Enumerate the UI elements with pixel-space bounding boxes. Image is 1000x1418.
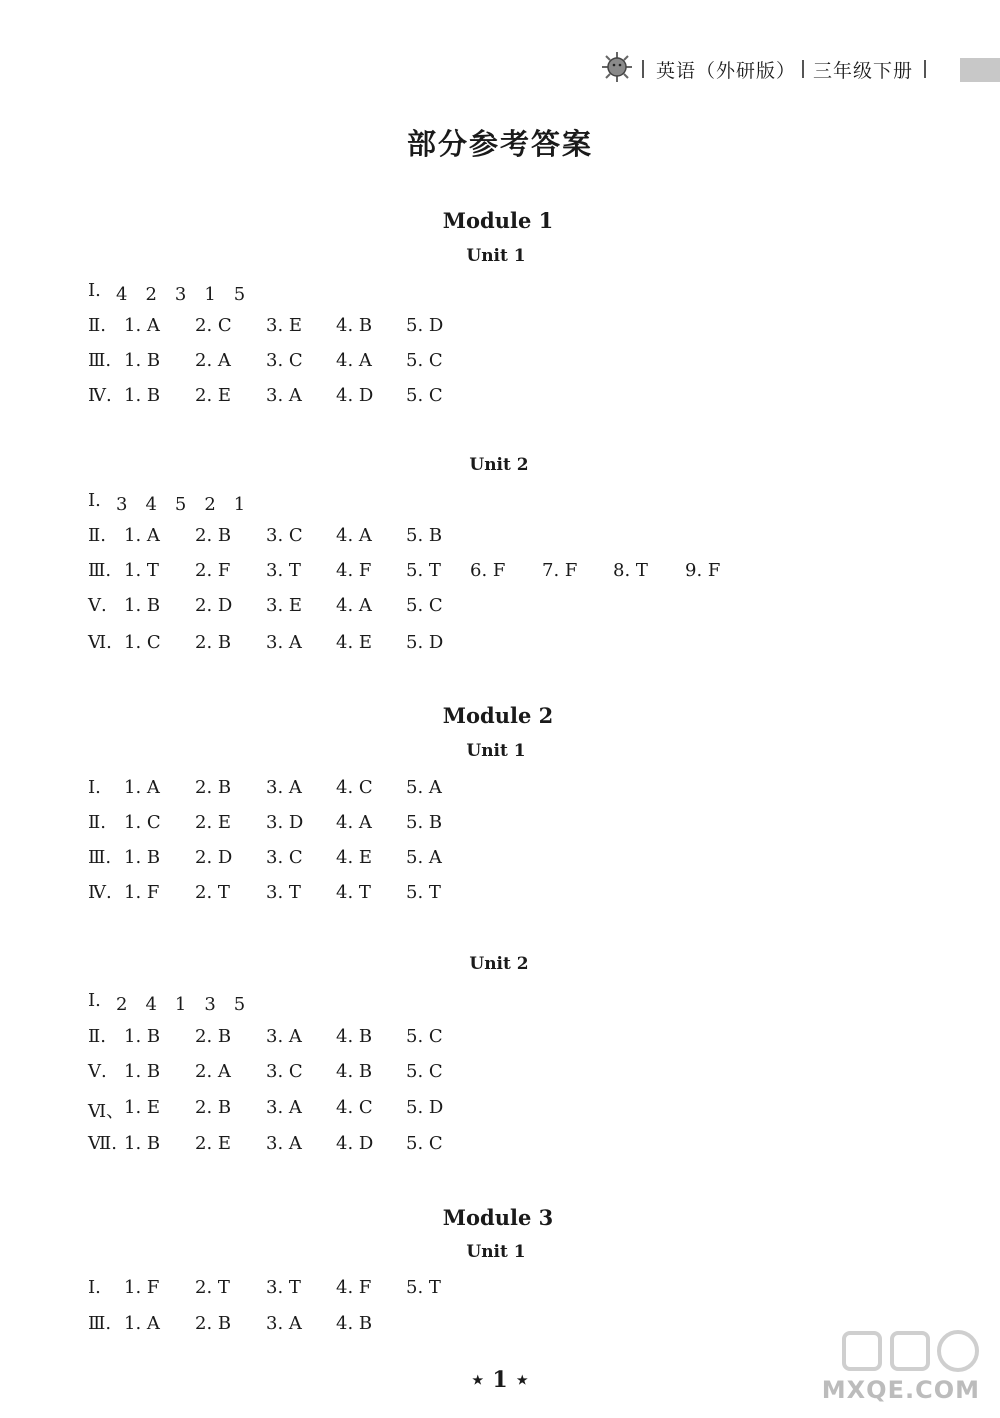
answer-item: 6. F [470,560,506,581]
answer-item: 2. B [195,1313,232,1334]
question-number: Ⅰ. [88,990,101,1011]
question-number: Ⅱ. [88,315,106,336]
answer-item: 1. B [124,350,161,371]
answer-item: 1. C [124,632,161,653]
answer-item: 1. A [124,315,160,336]
answer-item: 3. A [266,1313,302,1334]
running-header [598,50,1000,86]
answer-item: 1. A [124,525,160,546]
answer-item: 2. T [195,882,230,903]
answer-item: 5. C [406,1133,443,1154]
answer-item: 4. E [336,632,373,653]
question-number: Ⅰ. [88,777,101,798]
answer-item: 3. C [266,847,303,868]
question-number: Ⅴ. [88,595,107,616]
watermark [821,1325,986,1410]
answer-item: 2. B [195,1097,232,1118]
order-sequence: 4 2 3 1 5 [116,284,246,305]
module-1-unit-2-title: Unit 2 [469,455,529,475]
answer-item: 5. C [406,1026,443,1047]
module-1-unit-1-title: Unit 1 [466,246,526,266]
answer-item: 1. B [124,385,161,406]
page-title: 部分参考答案 [406,127,593,161]
answer-item: 5. T [406,1277,441,1298]
answer-item: 1. B [124,595,161,616]
header-divider [642,60,644,78]
answer-item: 5. C [406,385,443,406]
answer-item: 2. A [195,1061,231,1082]
answer-item: 4. C [336,1097,373,1118]
answer-item: 4. F [336,560,372,581]
answer-item: 3. A [266,1026,302,1047]
answer-item: 5. A [406,847,442,868]
answer-item: 9. F [685,560,721,581]
answer-item: 4. D [336,385,374,406]
answer-item: 5. B [406,812,443,833]
answer-item: 5. A [406,777,442,798]
question-number: Ⅰ. [88,1277,101,1298]
order-sequence: 3 4 5 2 1 [116,494,246,515]
page-edge-tab [960,58,1000,82]
order-sequence: 2 4 1 3 5 [116,994,246,1015]
answer-item: 3. D [266,812,304,833]
answer-item: 2. D [195,595,233,616]
answer-item: 1. C [124,812,161,833]
question-number: Ⅵ. [88,632,112,653]
answer-item: 3. A [266,777,302,798]
answer-item: 3. C [266,350,303,371]
book-title: 英语（外研版） [656,60,797,82]
answer-item: 2. F [195,560,231,581]
answer-item: 2. B [195,777,232,798]
answer-item: 4. A [336,525,372,546]
answer-item: 3. E [266,595,303,616]
answer-item: 3. T [266,560,301,581]
answer-item: 2. E [195,1133,232,1154]
grade-label: 三年级下册 [813,60,914,82]
answer-item: 3. T [266,1277,301,1298]
module-1-title: Module 1 [442,208,554,233]
answer-item: 4. A [336,350,372,371]
question-number: Ⅵ、 [88,1101,125,1122]
sun-logo-icon [602,52,632,82]
question-number: Ⅱ. [88,812,106,833]
answer-item: 4. B [336,1313,373,1334]
answer-item: 3. C [266,525,303,546]
answer-item: 1. F [124,882,160,903]
header-divider [802,60,804,78]
answer-item: 3. E [266,315,303,336]
answer-item: 3. A [266,1097,302,1118]
answer-item: 8. T [613,560,648,581]
answer-item: 2. E [195,385,232,406]
answer-item: 7. F [542,560,578,581]
question-number: Ⅶ. [88,1133,117,1154]
question-number: Ⅳ. [88,385,112,406]
answer-item: 5. D [406,632,444,653]
question-number: Ⅱ. [88,1026,106,1047]
question-number: Ⅲ. [88,560,112,581]
answer-item: 4. C [336,777,373,798]
answer-item: 1. F [124,1277,160,1298]
answer-item: 1. B [124,847,161,868]
answer-item: 5. C [406,595,443,616]
answer-item: 1. E [124,1097,161,1118]
answer-item: 4. A [336,595,372,616]
watermark-text: MXQE.COM [821,1376,980,1404]
question-number: Ⅰ. [88,490,101,511]
answer-item: 3. A [266,632,302,653]
answer-item: 5. D [406,1097,444,1118]
question-number: Ⅴ. [88,1061,107,1082]
answer-item: 4. E [336,847,373,868]
answer-item: 4. A [336,812,372,833]
answer-item: 3. C [266,1061,303,1082]
answer-item: 1. B [124,1061,161,1082]
question-number: Ⅰ. [88,280,101,301]
star-icon: ⋆ [470,1367,485,1393]
answer-item: 4. F [336,1277,372,1298]
question-number: Ⅲ. [88,350,112,371]
answer-item: 5. T [406,882,441,903]
module-2-title: Module 2 [442,703,554,728]
module-3-unit-1-title: Unit 1 [466,1242,526,1262]
answer-item: 5. D [406,315,444,336]
answer-item: 2. B [195,525,232,546]
answer-item: 1. B [124,1133,161,1154]
answer-item: 5. B [406,525,443,546]
answer-item: 4. B [336,315,373,336]
answer-item: 2. T [195,1277,230,1298]
answer-item: 4. B [336,1061,373,1082]
module-2-unit-2-title: Unit 2 [469,954,529,974]
answer-item: 5. C [406,1061,443,1082]
answer-item: 5. C [406,350,443,371]
answer-item: 2. B [195,632,232,653]
answer-item: 1. B [124,1026,161,1047]
answer-item: 5. T [406,560,441,581]
answer-item: 2. C [195,315,232,336]
answer-item: 2. B [195,1026,232,1047]
question-number: Ⅱ. [88,525,106,546]
answer-item: 3. A [266,1133,302,1154]
answer-item: 2. A [195,350,231,371]
header-divider [924,60,926,78]
answer-item: 2. D [195,847,233,868]
page-number: 1 [492,1367,508,1393]
question-number: Ⅳ. [88,882,112,903]
module-2-unit-1-title: Unit 1 [466,741,526,761]
answer-item: 1. T [124,560,159,581]
answer-item: 1. A [124,777,160,798]
answer-item: 2. E [195,812,232,833]
answer-item: 4. B [336,1026,373,1047]
answer-item: 3. T [266,882,301,903]
answer-item: 4. D [336,1133,374,1154]
answer-item: 3. A [266,385,302,406]
answer-item: 4. T [336,882,371,903]
star-icon: ⋆ [515,1367,530,1393]
question-number: Ⅲ. [88,1313,112,1334]
question-number: Ⅲ. [88,847,112,868]
answer-item: 1. A [124,1313,160,1334]
module-3-title: Module 3 [442,1205,554,1230]
